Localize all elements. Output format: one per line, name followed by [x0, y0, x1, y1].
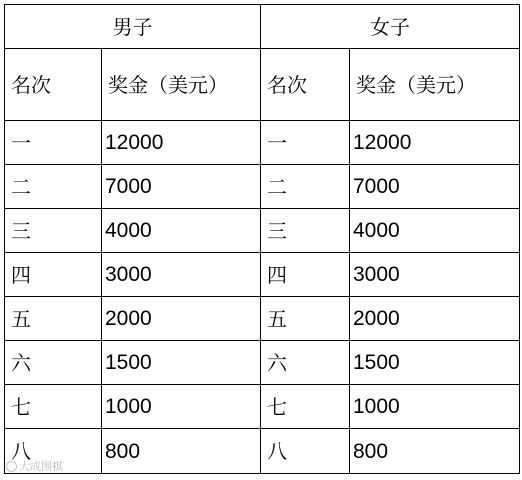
- cell-rank-men: 一: [5, 121, 102, 165]
- cell-prize-men: 7000: [102, 165, 261, 209]
- cell-rank-women: 六: [261, 341, 350, 385]
- cell-rank-women: 二: [261, 165, 350, 209]
- table-row: [5, 165, 520, 209]
- cell-rank-men: 八: [5, 429, 102, 474]
- column-header-row: [5, 49, 520, 121]
- cell-prize-women: 800: [350, 429, 520, 474]
- cell-prize-men: 2000: [102, 297, 261, 341]
- watermark-text: 大成围棋: [19, 460, 63, 473]
- group-header-men: 男子: [5, 5, 261, 49]
- cell-rank-women: 七: [261, 385, 350, 429]
- cell-rank-women: 五: [261, 297, 350, 341]
- group-header-women: 女子: [261, 5, 520, 49]
- cell-rank-men: 五: [5, 297, 102, 341]
- cell-rank-men: 三: [5, 209, 102, 253]
- table-row: [5, 253, 520, 297]
- prize-table: [4, 4, 520, 474]
- cell-rank-women: 八: [261, 429, 350, 474]
- cell-rank-men: 二: [5, 165, 102, 209]
- table-row: [5, 341, 520, 385]
- cell-prize-men: 800: [102, 429, 261, 474]
- cell-prize-men: 3000: [102, 253, 261, 297]
- cell-rank-women: 四: [261, 253, 350, 297]
- cell-rank-women: 三: [261, 209, 350, 253]
- column-header-prize-women: 奖金（美元）: [350, 49, 520, 121]
- cell-prize-women: 12000: [350, 121, 520, 165]
- cell-prize-men: 12000: [102, 121, 261, 165]
- group-header-row: [5, 5, 520, 49]
- cell-rank-men: 四: [5, 253, 102, 297]
- table-row: [5, 297, 520, 341]
- cell-prize-women: 1000: [350, 385, 520, 429]
- cell-rank-men: 七: [5, 385, 102, 429]
- table-row: [5, 385, 520, 429]
- table-row: [5, 209, 520, 253]
- cell-rank-men: 六: [5, 341, 102, 385]
- cell-prize-men: 4000: [102, 209, 261, 253]
- cell-prize-men: 1000: [102, 385, 261, 429]
- cell-prize-women: 3000: [350, 253, 520, 297]
- table-row: [5, 121, 520, 165]
- cell-prize-women: 7000: [350, 165, 520, 209]
- column-header-rank-women: 名次: [261, 49, 350, 121]
- cell-prize-women: 4000: [350, 209, 520, 253]
- cell-prize-women: 2000: [350, 297, 520, 341]
- cell-rank-women: 一: [261, 121, 350, 165]
- column-header-prize-men: 奖金（美元）: [102, 49, 261, 121]
- prize-table-body: [5, 5, 520, 474]
- cell-prize-men: 1500: [102, 341, 261, 385]
- column-header-rank-men: 名次: [5, 49, 102, 121]
- table-row: [5, 429, 520, 474]
- cell-prize-women: 1500: [350, 341, 520, 385]
